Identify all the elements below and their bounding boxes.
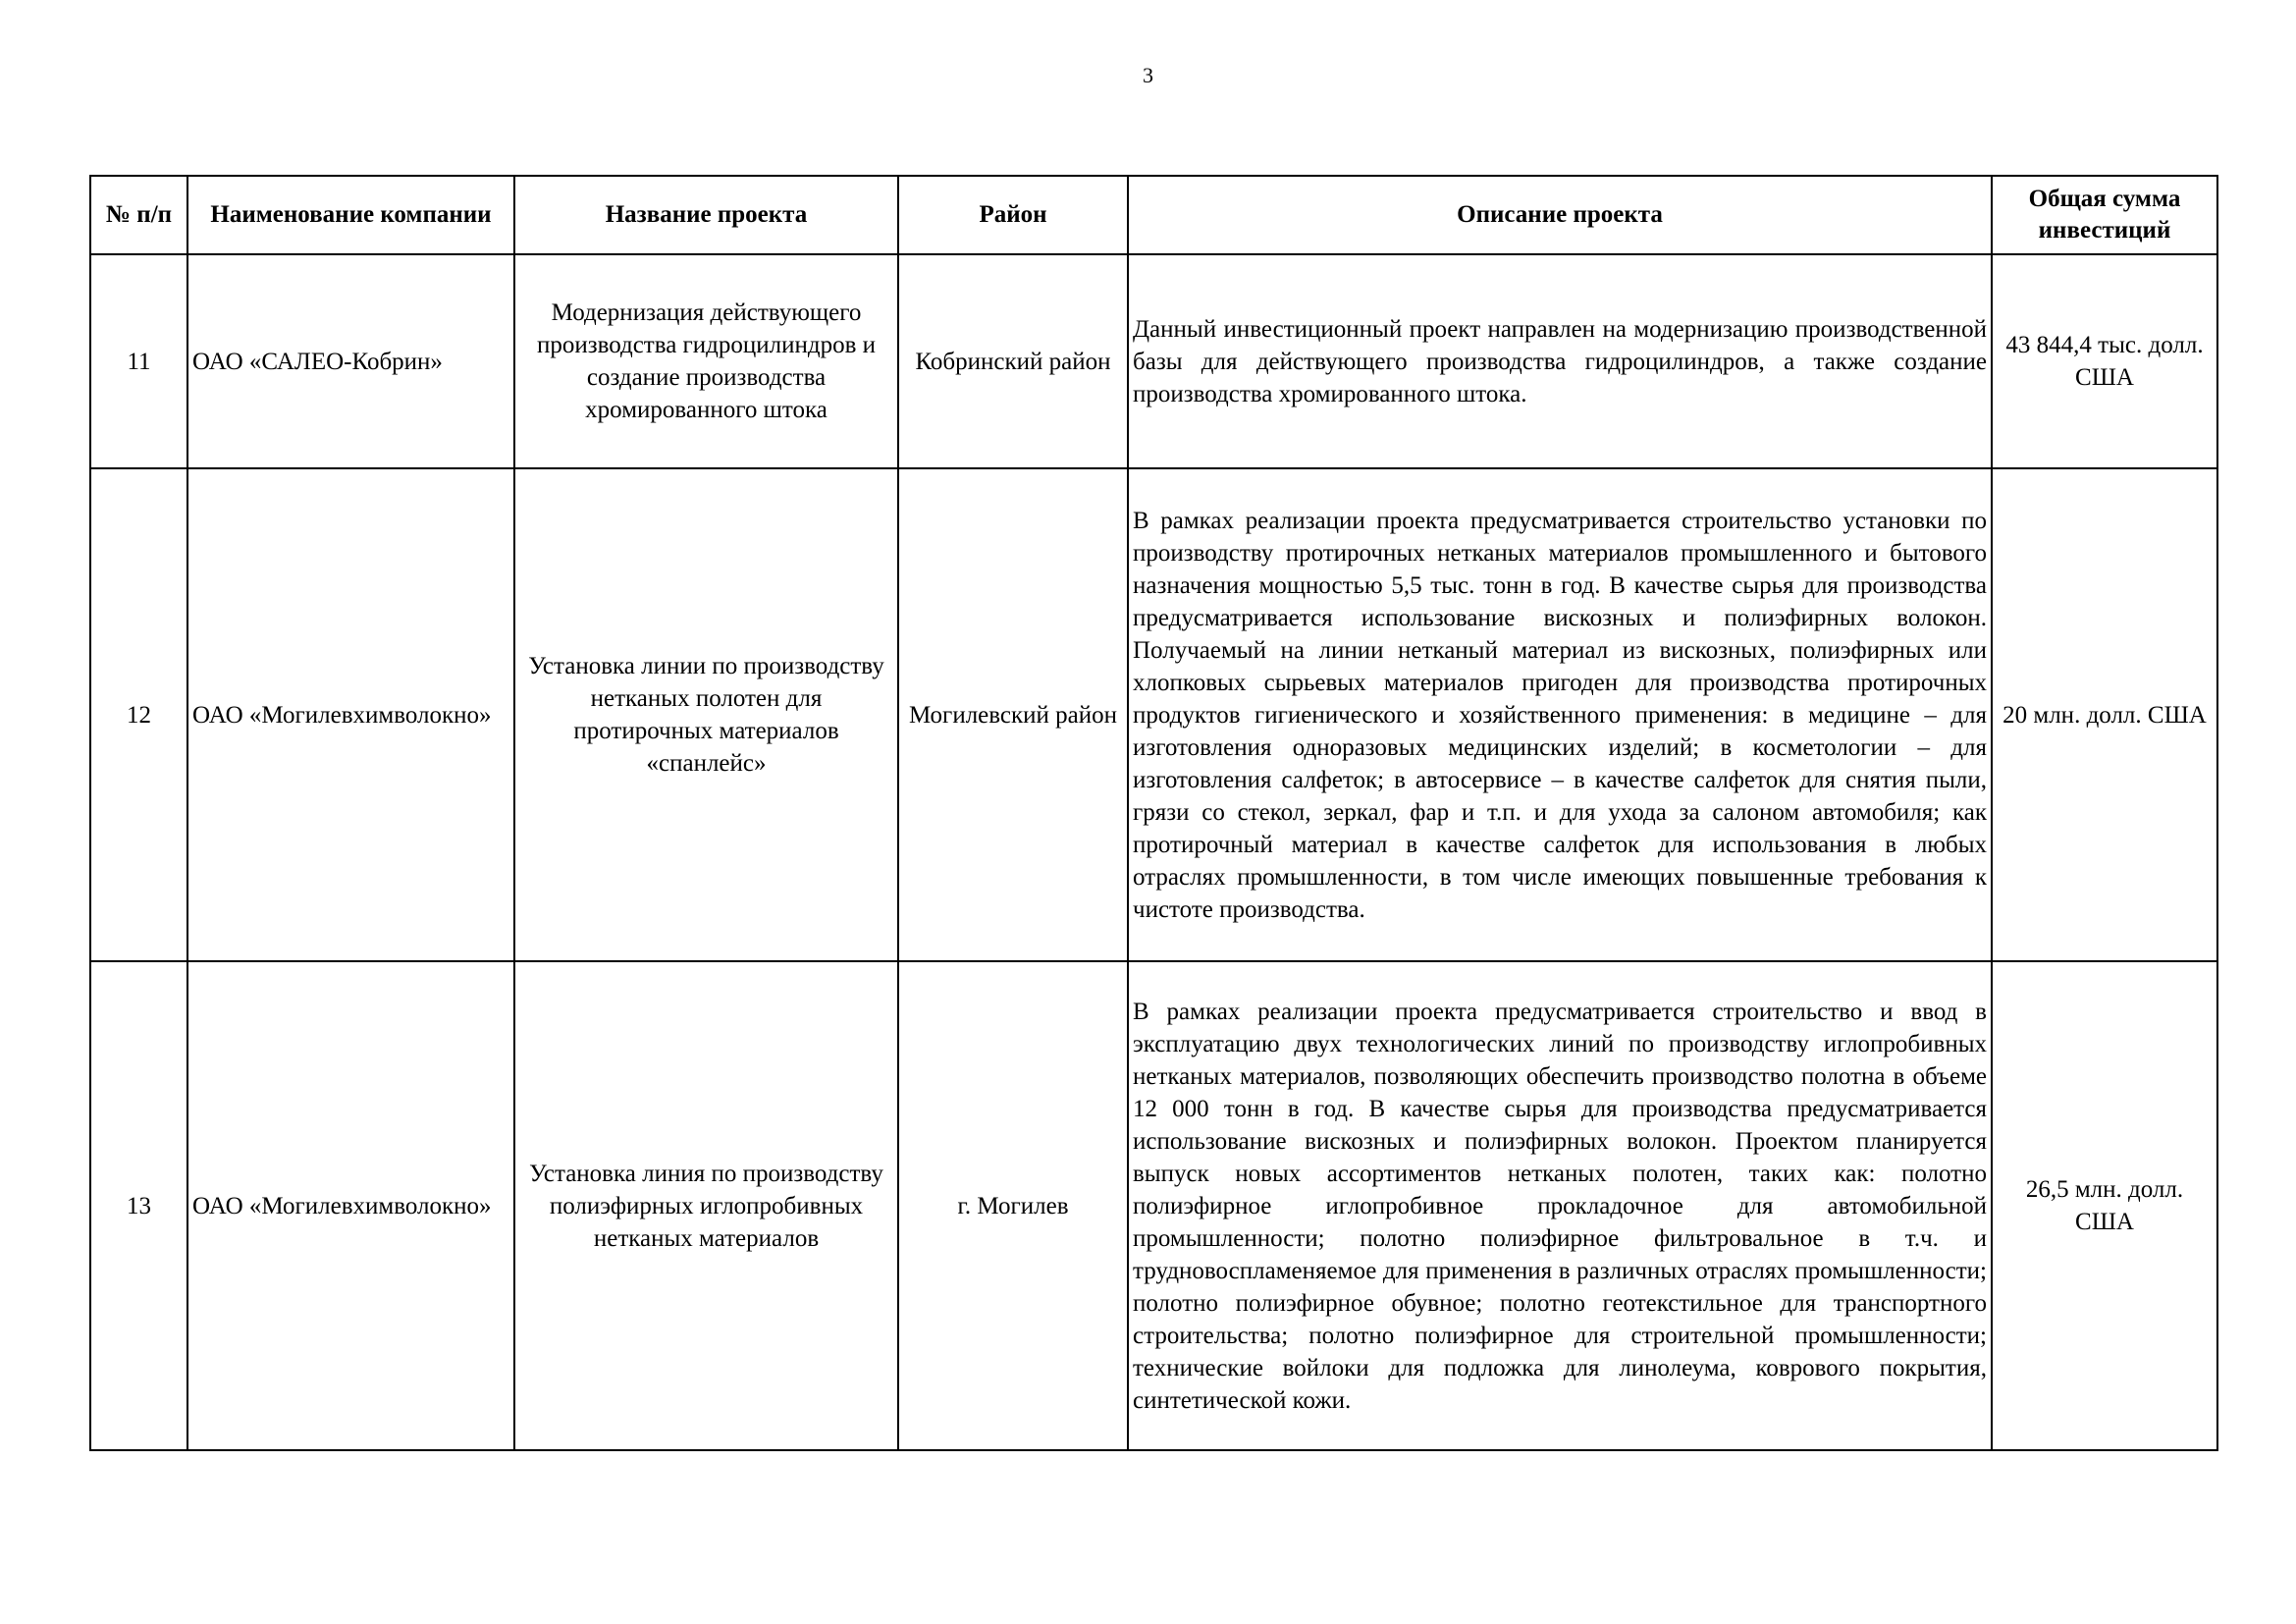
row-project: Установка линии по производству нетканых полотен для протирочных материалов «спанлейс» bbox=[514, 468, 898, 961]
header-amount: Общая сумма инвестиций bbox=[1992, 176, 2217, 254]
row-description: В рамках реализации проекта предусматривается строительство и ввод в эксплуатацию двух технологических линий по производству иглопробивных нетканых материалов, позволяющих обеспечить производство полотна в объеме 12 000 тонн в год. В качестве сырья для производства предусматривается использование вискозных и полиэфирных волокон. Проектом планируется выпуск новых ассортиментов нетканых полотен, таких как: полотно полиэфирное иглопробивное прокладочное для автомобильной промышленности; полотно полиэфирное фильтровальное в т.ч. и трудновоспламеняемое для применения в различных отраслях промышленности; полотно полиэфирное обувное; полотно геотекстильное для транспортного строительства; полотно полиэфирное для строительной промышленности; технические войлоки для подложка для линолеума, коврового покрытия, синтетической кожи. bbox=[1128, 961, 1992, 1450]
table-row bbox=[90, 961, 2217, 1450]
row-amount: 26,5 млн. долл. США bbox=[1992, 961, 2217, 1450]
row-description: В рамках реализации проекта предусматривается строительство установки по производству протирочных нетканых материалов промышленного и бытового назначения мощностью 5,5 тыс. тонн в год. В качестве сырья для производства предусматривается использование вискозных и полиэфирных волокон. Получаемый на линии нетканый материал из вискозных, полиэфирных или хлопковых сырьевых материалов пригоден для производства протирочных продуктов гигиенического и хозяйственного применения: в медицине – для изготовления одноразовых медицинских изделий; в косметологии – для изготовления салфеток; в автосервисе – в качестве салфеток для снятия пыли, грязи со стекол, зеркал, фар и т.п. и для ухода за салоном автомобиля; как протирочный материал в качестве салфеток для использования в любых отраслях промышленности, в том числе имеющих повышенные требования к чистоте производства. bbox=[1128, 468, 1992, 961]
row-amount: 20 млн. долл. США bbox=[1992, 468, 2217, 961]
row-num: 13 bbox=[90, 961, 187, 1450]
page-number: 3 bbox=[1143, 63, 1153, 87]
row-num: 12 bbox=[90, 468, 187, 961]
header-num: № п/п bbox=[90, 176, 187, 254]
table-row bbox=[90, 468, 2217, 961]
row-district: г. Могилев bbox=[898, 961, 1128, 1450]
investment-projects-table bbox=[89, 175, 2218, 1451]
row-company: ОАО «САЛЕО-Кобрин» bbox=[187, 254, 514, 468]
row-company: ОАО «Могилевхимволокно» bbox=[187, 961, 514, 1450]
row-num: 11 bbox=[90, 254, 187, 468]
header-description: Описание проекта bbox=[1128, 176, 1992, 254]
row-district: Кобринский район bbox=[898, 254, 1128, 468]
row-amount: 43 844,4 тыс. долл. США bbox=[1992, 254, 2217, 468]
row-project: Модернизация действующего производства гидроцилиндров и создание производства хромированного штока bbox=[514, 254, 898, 468]
row-description: Данный инвестиционный проект направлен на модернизацию производственной базы для действующего производства гидроцилиндров, а также создание производства хромированного штока. bbox=[1128, 254, 1992, 468]
header-company: Наименование компании bbox=[187, 176, 514, 254]
table-header-row bbox=[90, 176, 2217, 254]
row-project: Установка линия по производству полиэфирных иглопробивных нетканых материалов bbox=[514, 961, 898, 1450]
table-row bbox=[90, 254, 2217, 468]
header-project: Название проекта bbox=[514, 176, 898, 254]
header-district: Район bbox=[898, 176, 1128, 254]
row-company: ОАО «Могилевхимволокно» bbox=[187, 468, 514, 961]
row-district: Могилевский район bbox=[898, 468, 1128, 961]
